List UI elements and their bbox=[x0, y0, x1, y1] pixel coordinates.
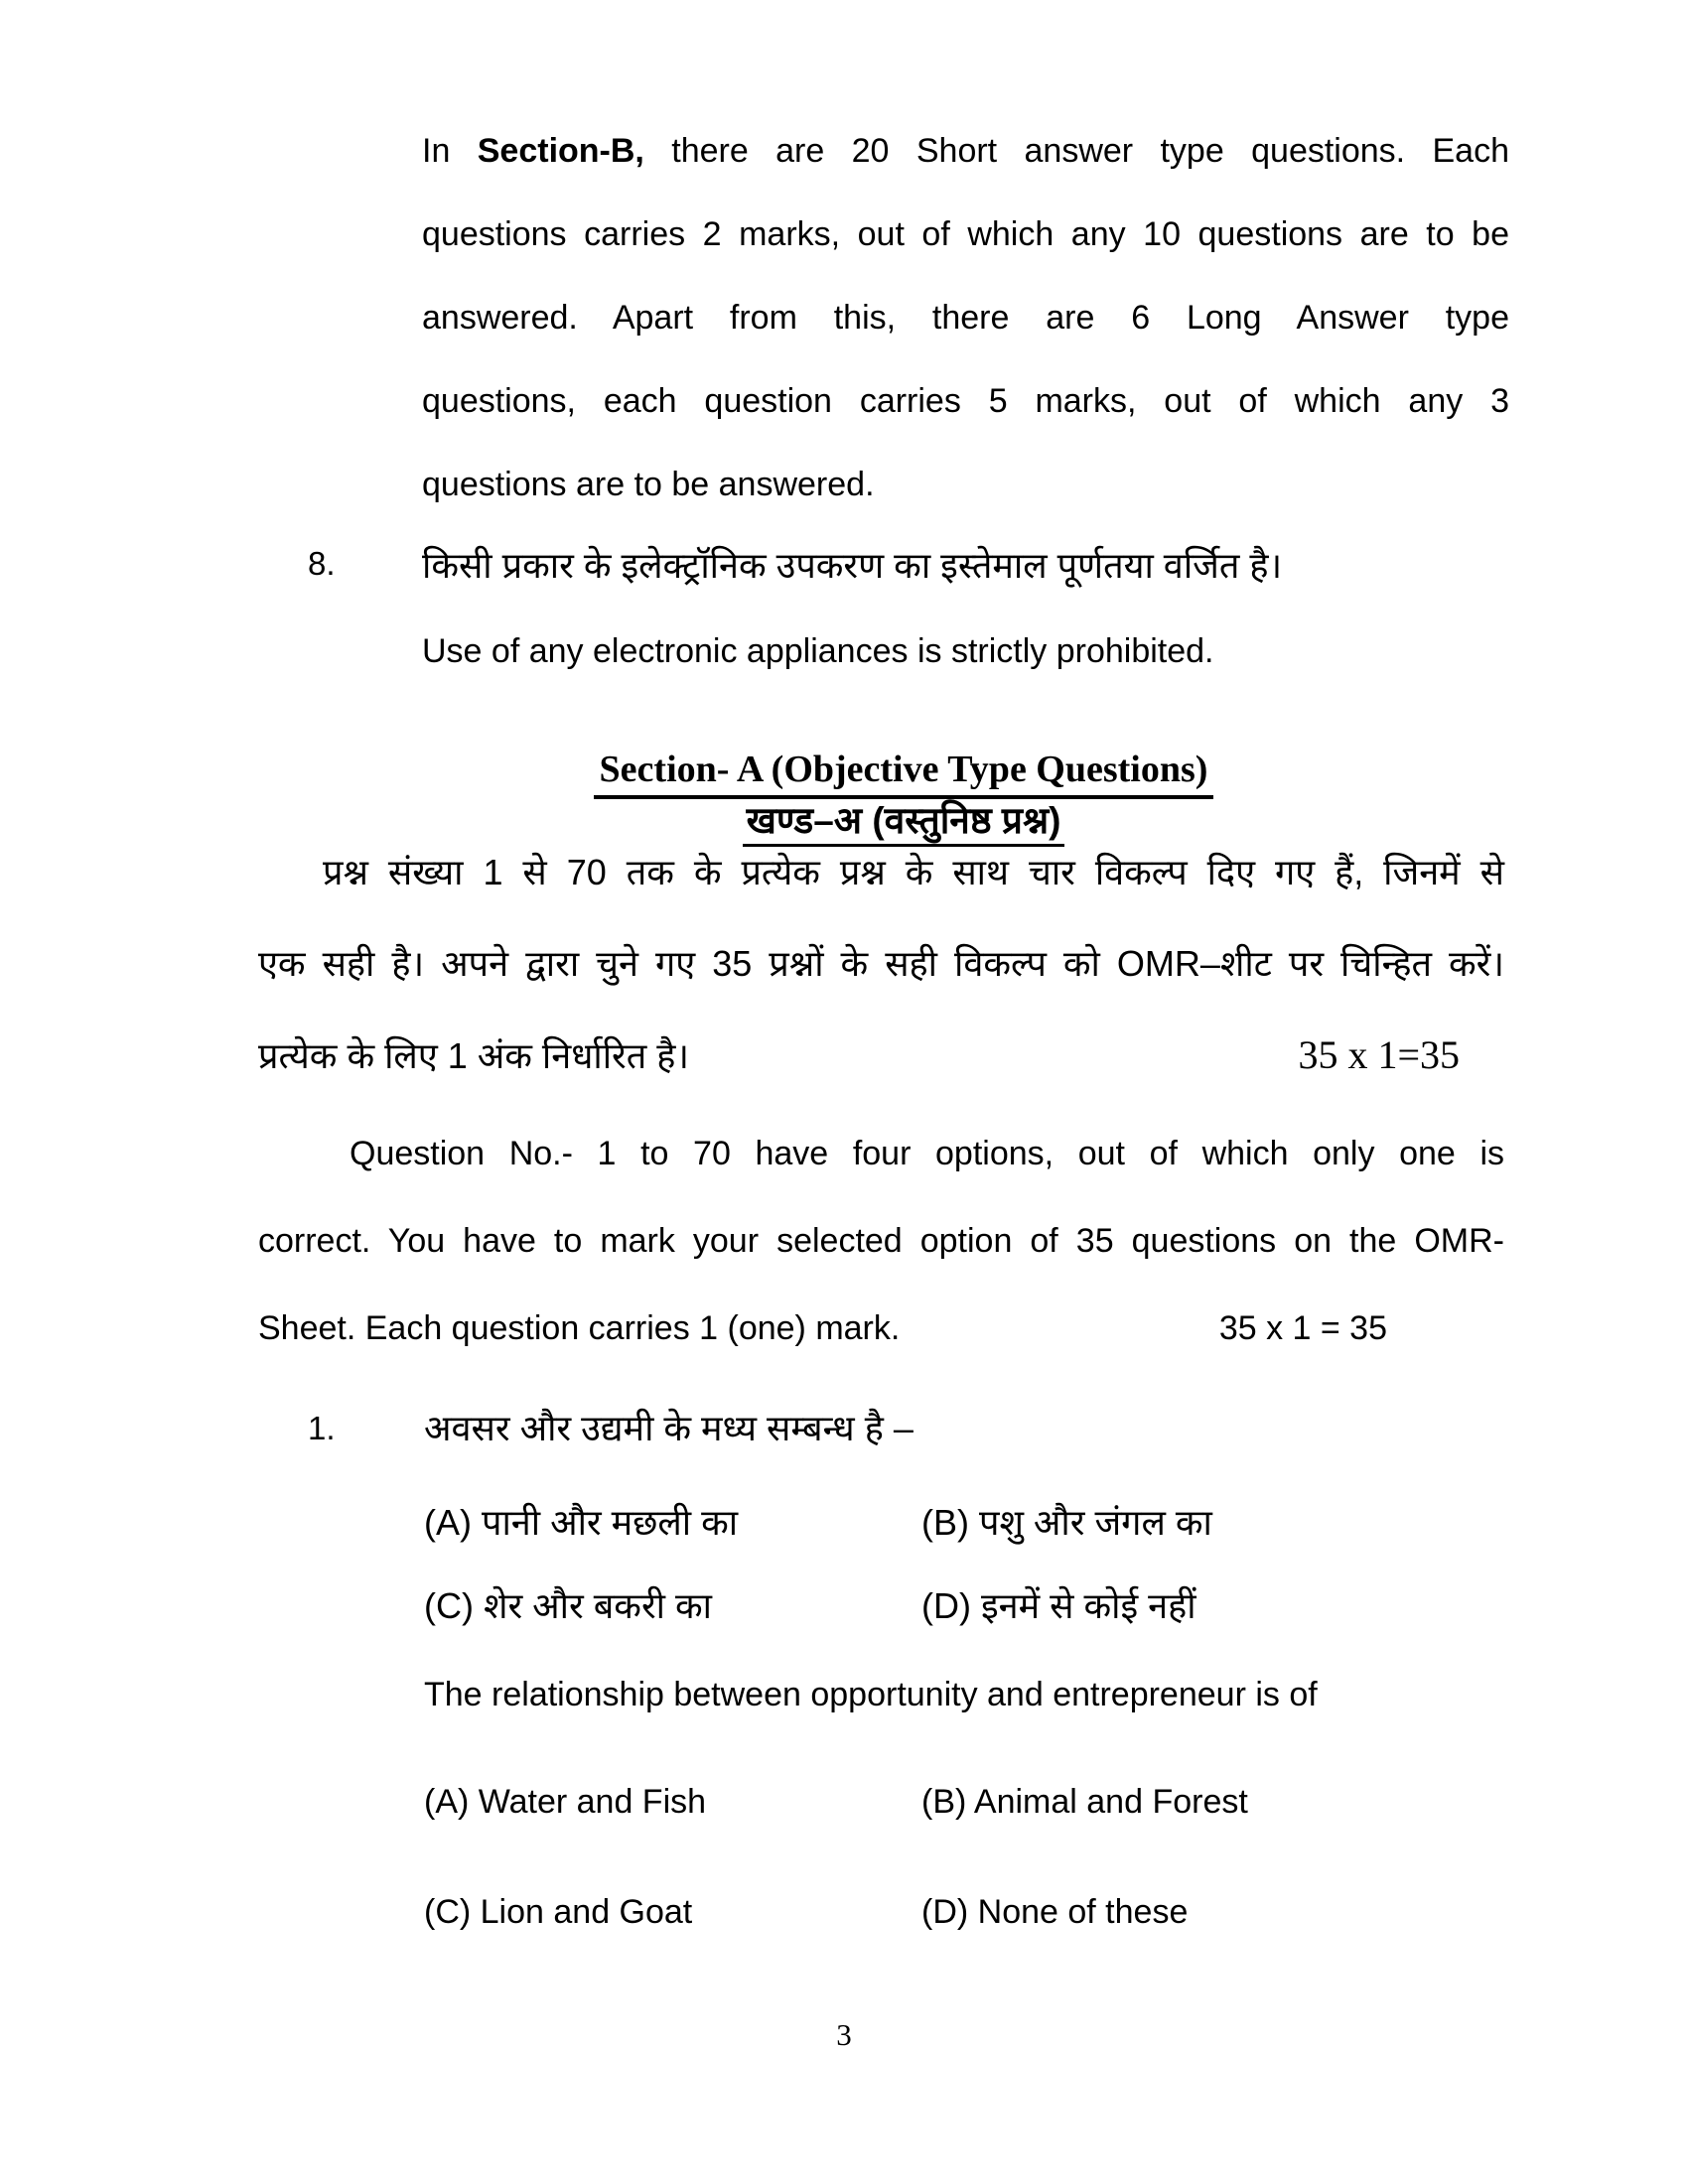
heading-underlined-text: खण्ड–अ (वस्तुनिष्ठ प्रश्न) bbox=[743, 800, 1065, 847]
item-8-english-text: Use of any electronic appliances is strictly prohibited. bbox=[422, 632, 1214, 670]
english-instructions bbox=[258, 1110, 1504, 1372]
text-segment: there are 20 Short answer type questions. Each bbox=[643, 132, 1509, 170]
option-a-english: (A) Water and Fish bbox=[424, 1783, 707, 1821]
item-8-number: 8. bbox=[308, 545, 336, 582]
section-a-heading-english bbox=[308, 742, 1499, 797]
bold-section-b-label: Section-B, bbox=[477, 132, 644, 170]
text-line bbox=[258, 1010, 1504, 1102]
option-b-english: (B) Animal and Forest bbox=[921, 1783, 1248, 1821]
text-line: questions carries 2 marks, out of which any 10 questions are to be bbox=[422, 215, 1509, 253]
text-line bbox=[258, 1285, 1504, 1372]
question-1-options-hindi-row-1 bbox=[424, 1481, 1509, 1565]
question-1-options-hindi-row-2 bbox=[424, 1565, 1509, 1648]
text-line: Question No.- 1 to 70 have four options, out of which only one is bbox=[350, 1135, 1504, 1172]
option-d-hindi: (D) इनमें से कोई नहीं bbox=[921, 1585, 1196, 1626]
text-line: questions, each question carries 5 marks, out of which any 3 bbox=[422, 382, 1509, 420]
option-c-english: (C) Lion and Goat bbox=[424, 1893, 693, 1931]
question-1-stem-english: The relationship between opportunity and entrepreneur is of bbox=[424, 1676, 1318, 1713]
marks-total-hindi: 35 x 1=35 bbox=[1298, 1032, 1460, 1077]
text-segment: प्रत्येक के लिए 1 अंक निर्धारित है। bbox=[258, 1035, 690, 1076]
option-b-hindi: (B) पशु और जंगल का bbox=[921, 1502, 1212, 1543]
text-line: correct. You have to mark your selected option of 35 questions on the OMR- bbox=[258, 1222, 1504, 1260]
text-line: प्रश्न संख्या 1 से 70 तक के प्रत्येक प्रश्न के साथ चार विकल्प दिए गए हैं, जिनमें से bbox=[323, 852, 1504, 892]
marks-total-english: 35 x 1 = 35 bbox=[1218, 1309, 1387, 1347]
hindi-instructions bbox=[258, 827, 1504, 1102]
option-a-hindi: (A) पानी और मछली का bbox=[424, 1502, 739, 1543]
text-segment: Sheet. Each question carries 1 (one) mark. bbox=[258, 1309, 901, 1347]
heading-underlined-text: Section- A (Objective Type Questions) bbox=[594, 749, 1214, 799]
section-b-instructions bbox=[422, 109, 1509, 526]
item-8 bbox=[422, 522, 1509, 695]
page-number: 3 bbox=[836, 2017, 852, 2052]
option-d-english: (D) None of these bbox=[921, 1893, 1189, 1931]
option-c-hindi: (C) शेर और बकरी का bbox=[424, 1585, 712, 1626]
question-1-options-english-row-2 bbox=[424, 1870, 1509, 1954]
item-8-hindi-text: किसी प्रकार के इलेक्ट्रॉनिक उपकरण का इस्तेमाल पूर्णतया वर्जित है। bbox=[422, 545, 1283, 586]
text-line bbox=[422, 109, 1509, 193]
text-segment: In bbox=[422, 132, 478, 170]
text-line: questions are to be answered. bbox=[422, 466, 875, 503]
question-1-options-english-row-1 bbox=[424, 1760, 1509, 1843]
text-line: एक सही है। अपने द्वारा चुने गए 35 प्रश्नों के सही विकल्प को OMR–शीट पर चिन्हित करें। bbox=[258, 943, 1504, 984]
text-line: answered. Apart from this, there are 6 Long Answer type bbox=[422, 299, 1509, 337]
question-1-number: 1. bbox=[308, 1410, 336, 1446]
question-1-stem-hindi: अवसर और उद्यमी के मध्य सम्बन्ध है – bbox=[424, 1408, 914, 1448]
